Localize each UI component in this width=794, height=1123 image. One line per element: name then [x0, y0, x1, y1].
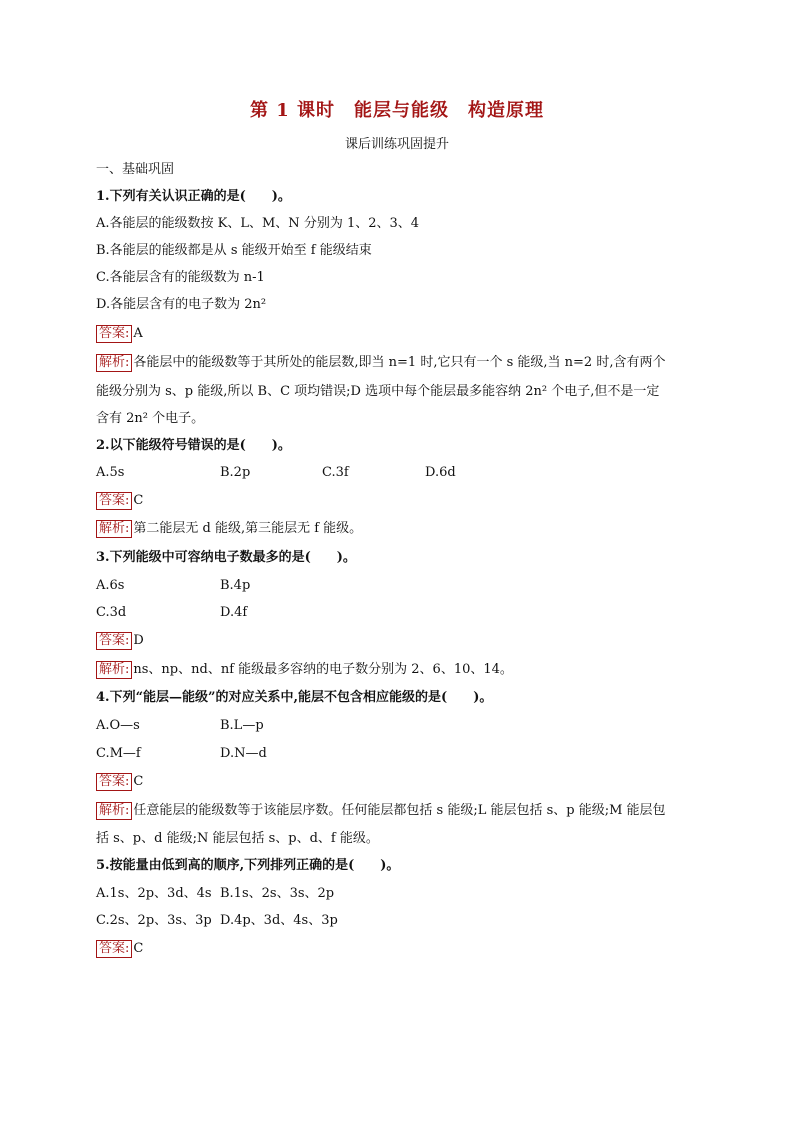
- question-2-option-a: A.5s: [96, 465, 125, 480]
- answer-tag: 答案:: [96, 940, 132, 958]
- question-5-option-b: B.1s、2s、3s、2p: [220, 886, 335, 901]
- analysis-text: ns、np、nd、nf 能级最多容纳的电子数分别为 2、6、10、14。: [133, 662, 513, 677]
- question-5-option-d: D.4p、3d、4s、3p: [220, 913, 338, 928]
- analysis-text: 第二能层无 d 能级,第三能层无 f 能级。: [133, 521, 363, 536]
- question-2-option-b: B.2p: [220, 465, 251, 480]
- question-1-stem: 1.下列有关认识正确的是( )。: [96, 189, 291, 204]
- question-5-option-a: A.1s、2p、3d、4s: [96, 886, 212, 901]
- question-1-option-b: B.各能层的能级都是从 s 能级开始至 f 能级结束: [96, 243, 372, 258]
- question-4-option-a: A.O—s: [96, 718, 140, 733]
- question-1-option-c: C.各能层含有的能级数为 n-1: [96, 270, 265, 285]
- question-2-analysis: [96, 520, 362, 538]
- question-3-answer: [96, 632, 144, 650]
- answer-value: C: [133, 941, 144, 956]
- question-4-option-d: D.N—d: [220, 746, 267, 761]
- question-1-analysis-line-2: 能级分别为 s、p 能级,所以 B、C 项均错误;D 选项中每个能层最多能容纳 2n² 个电子,但不是一定: [96, 384, 660, 399]
- answer-value: C: [133, 493, 144, 508]
- question-2-stem: 2.以下能级符号错误的是( )。: [96, 438, 291, 453]
- question-5-answer: [96, 940, 143, 958]
- question-3-option-d: D.4f: [220, 605, 248, 620]
- analysis-text: 任意能层的能级数等于该能层序数。任何能层都包括 s 能级;L 能层包括 s、p 能级;M 能层包: [133, 803, 666, 818]
- question-3-stem: 3.下列能级中可容纳电子数最多的是( )。: [96, 550, 356, 565]
- answer-value: C: [133, 774, 144, 789]
- question-1-analysis: [96, 354, 665, 372]
- question-1-analysis-line-3: 含有 2n² 个电子。: [96, 411, 205, 426]
- question-5-stem: 5.按能量由低到高的顺序,下列排列正确的是( )。: [96, 858, 400, 873]
- answer-tag: 答案:: [96, 632, 132, 650]
- answer-tag: 答案:: [96, 492, 132, 510]
- question-1-answer: [96, 325, 143, 343]
- question-3-option-a: A.6s: [96, 578, 125, 593]
- answer-value: D: [133, 633, 144, 648]
- question-3-option-b: B.4p: [220, 578, 251, 593]
- question-2-answer: [96, 492, 143, 510]
- question-4-option-b: B.L—p: [220, 718, 264, 733]
- question-5-option-c: C.2s、2p、3s、3p: [96, 913, 212, 928]
- answer-value: A: [133, 326, 143, 341]
- section-heading: 一、基础巩固: [96, 162, 175, 177]
- answer-tag: 答案:: [96, 325, 132, 343]
- question-2-option-d: D.6d: [425, 465, 456, 480]
- analysis-tag: 解析:: [96, 802, 132, 820]
- question-1-option-d: D.各能层含有的电子数为 2n²: [96, 297, 267, 312]
- question-3-option-c: C.3d: [96, 605, 127, 620]
- page-subtitle: 课后训练巩固提升: [344, 137, 449, 152]
- analysis-tag: 解析:: [96, 661, 132, 679]
- page-title: 第 1 课时 能层与能级 构造原理: [249, 100, 545, 121]
- question-4-analysis: [96, 802, 666, 820]
- question-2-option-c: C.3f: [322, 465, 349, 480]
- answer-tag: 答案:: [96, 773, 132, 791]
- analysis-tag: 解析:: [96, 520, 132, 538]
- question-4-analysis-line-2: 括 s、p、d 能级;N 能层包括 s、p、d、f 能级。: [96, 831, 379, 846]
- analysis-tag: 解析:: [96, 354, 132, 372]
- analysis-text: 各能层中的能级数等于其所处的能层数,即当 n=1 时,它只有一个 s 能级,当 n=2 时,含有两个: [133, 355, 666, 370]
- question-4-stem: 4.下列“能层—能级”的对应关系中,能层不包含相应能级的是( )。: [96, 690, 493, 705]
- question-1-option-a: A.各能层的能级数按 K、L、M、N 分别为 1、2、3、4: [96, 216, 420, 231]
- question-3-analysis: [96, 661, 513, 679]
- question-4-answer: [96, 773, 143, 791]
- question-4-option-c: C.M—f: [96, 746, 141, 761]
